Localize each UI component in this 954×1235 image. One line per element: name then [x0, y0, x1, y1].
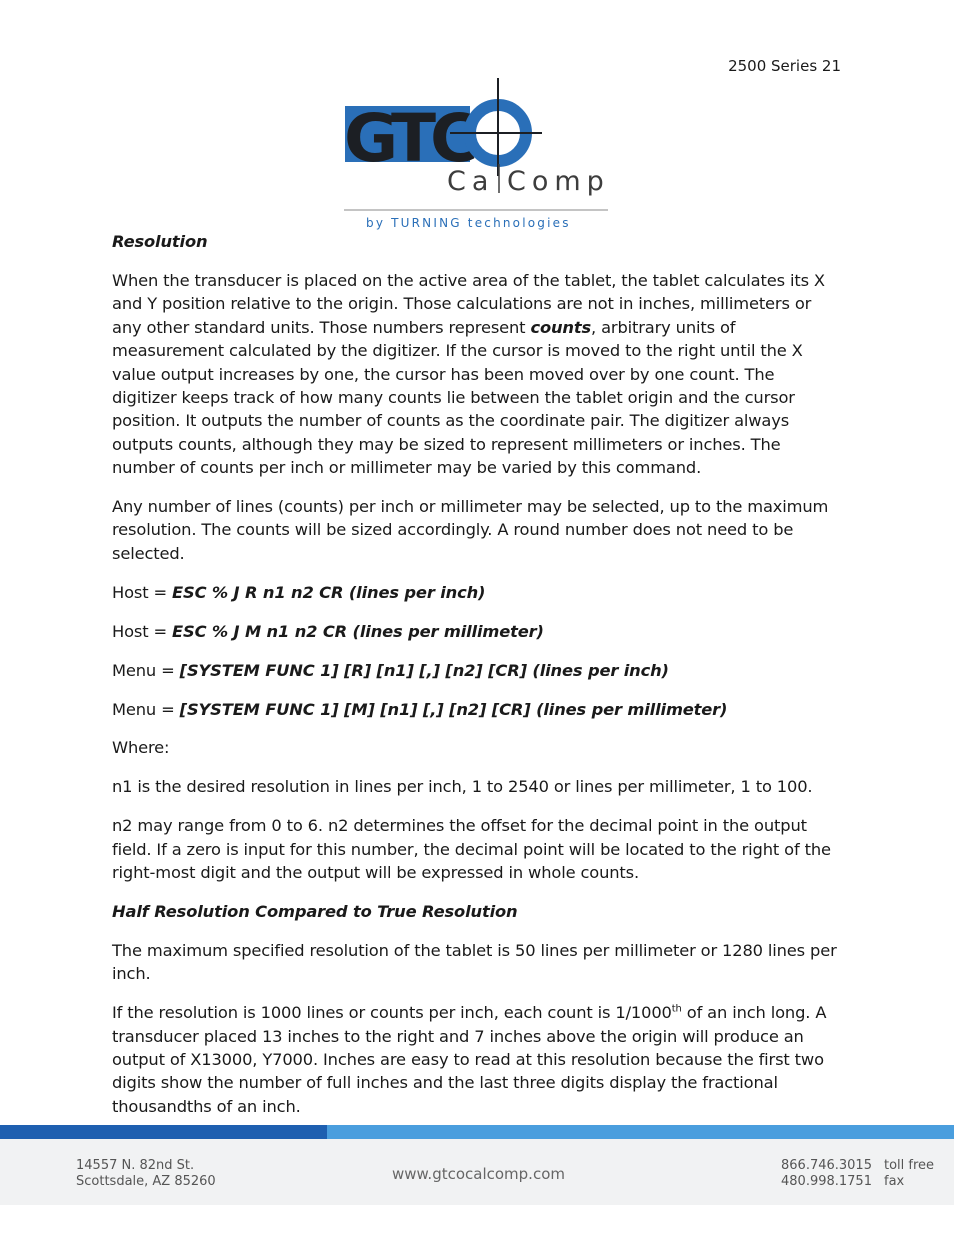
footer-bottom-strip — [0, 1205, 954, 1235]
page-number: 2500 Series 21 — [728, 57, 841, 75]
footer-bar-light — [327, 1125, 954, 1139]
paragraph-lines-per-inch: Any number of lines (counts) per inch or millimeter may be selected, up to the maximum resolution. The counts will be sized accordingly. A round number does not need to be selected. — [112, 497, 829, 563]
command-menu-inch: Menu = [SYSTEM FUNC 1] [R] [n1] [,] [n2] [CR] (lines per inch) — [112, 660, 669, 680]
footer-phone-labels: toll free fax — [884, 1158, 935, 1189]
svg-text:GTC: GTC — [344, 100, 473, 177]
command-host-mm: Host = ESC % J M n1 n2 CR (lines per millimeter) — [112, 621, 544, 641]
command-host-inch: Host = ESC % J R n1 n2 CR (lines per inch) — [112, 582, 486, 602]
svg-text:Ca: Ca — [447, 166, 495, 197]
footer-website-link[interactable]: www.gtcocalcomp.com — [392, 1165, 565, 1183]
paragraph-n2: n2 may range from 0 to 6. n2 determines the offset for the decimal point in the output field. If a zero is input for this number, the decimal point will be located to the right of the right-most digit and the output will be expressed in whole counts. — [112, 816, 831, 883]
paragraph-example: If the resolution is 1000 lines or counts per inch, each count is 1/1000th of an inch long. A transducer placed 13 inches to the right and 7 inches above the origin will produce an output of X13000, Y7000. Inches are easy to read at this resolution because the first two digits show the number of full inches and the last three digits display the fractional thousandths of an inch. — [112, 1003, 827, 1116]
command-menu-mm: Menu = [SYSTEM FUNC 1] [M] [n1] [,] [n2] [CR] (lines per millimeter) — [112, 699, 728, 719]
page-footer — [0, 1125, 954, 1235]
footer-address: 14557 N. 82nd St. Scottsdale, AZ 85260 — [76, 1158, 216, 1189]
paragraph-counts: When the transducer is placed on the active area of the tablet, the tablet calculates its X and Y position relative to the origin. Those calculations are not in inches, millimeters or any other standard units. Those numbers represent counts, arbitrary units of measurement calculated by the digitizer. If the cursor is moved to the right until the X value output increases by one, the cursor has been moved over by one count. The digitizer keeps track of how many counts lie between the tablet origin and the cursor position. It outputs the number of counts as the coordinate pair. The digitizer always outputs counts, although they may be sized to represent millimeters or inches. The number of counts per inch or millimeter may be varied by this command. — [112, 270, 825, 478]
footer-bar-dark — [0, 1125, 327, 1139]
gtco-calcomp-logo — [340, 78, 615, 233]
svg-text:by TURNING technologies: by TURNING technologies — [366, 216, 571, 230]
section-heading-half-resolution: Half Resolution Compared to True Resolution — [112, 901, 518, 921]
where-label: Where: — [112, 738, 170, 758]
svg-text:Comp: Comp — [507, 166, 610, 197]
paragraph-n1: n1 is the desired resolution in lines per inch, 1 to 2540 or lines per millimeter, 1 to 100. — [112, 777, 813, 797]
footer-phone-numbers: 866.746.3015 480.998.1751 — [781, 1158, 872, 1189]
section-heading-resolution: Resolution — [112, 232, 208, 251]
paragraph-max-resolution: The maximum specified resolution of the tablet is 50 lines per millimeter or 1280 lines per inch. — [112, 940, 837, 984]
document-body — [112, 230, 842, 1134]
emphasis-counts: counts — [530, 317, 592, 337]
